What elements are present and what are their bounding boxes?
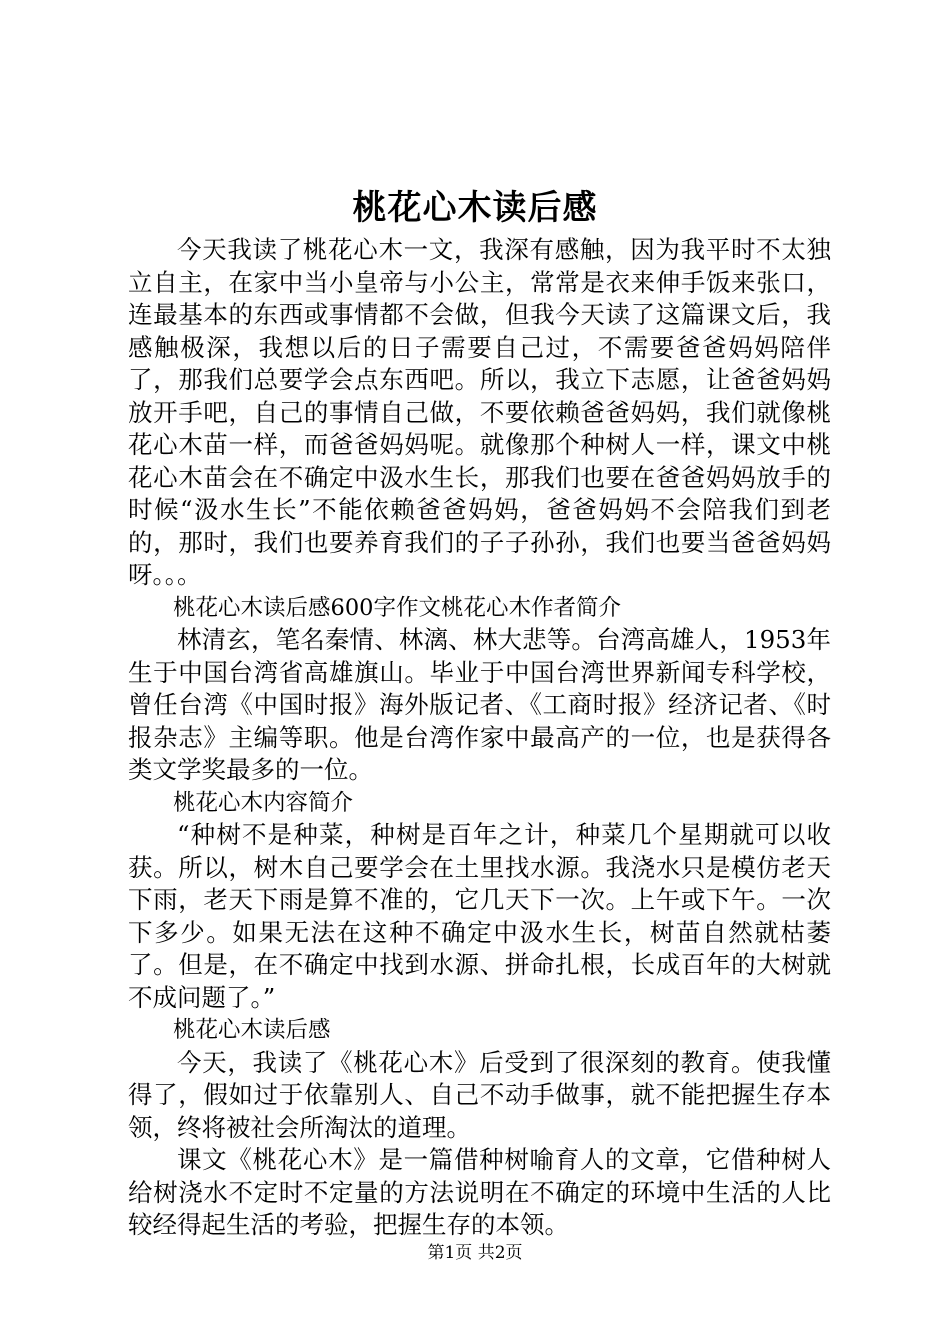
paragraph-author-bio: 林清玄，笔名秦情、林漓、林大悲等。台湾高雄人，1953年生于中国台湾省高雄旗山。毕业于中国台湾世界新闻专科学校，曾任台湾《中国时报》海外版记者、《工商时报》经济记者、《时报杂志》主编等职。他是台湾作家中最高产的一位，也是获得各类文学奖最多的一位。 — [128, 625, 831, 784]
section-heading-content-summary: 桃花心木内容简介 — [173, 789, 354, 816]
paragraph-reflection-1: 今天，我读了《桃花心木》后受到了很深刻的教育。使我懂得了，假如过于依靠别人、自己不动手做事，就不能把握生存本领，终将被社会所淘汰的道理。 — [128, 1047, 831, 1142]
section-heading-author-intro: 桃花心木读后感600字作文桃花心木作者简介 — [173, 594, 621, 621]
section-heading-reflection: 桃花心木读后感 — [173, 1017, 331, 1043]
paragraph-quote: “种树不是种菜，种树是百年之计，种菜几个星期就可以收获。所以，树木自己要学会在土里找水源。我浇水只是模仿老天下雨，老天下雨是算不准的，它几天下一次。上午或下午。一次下多少。如果无法在这种不确定中汲水生长，树苗自然就枯萎了。但是，在不确定中找到水源、拼命扎根，长成百年的大树就不成问题了。” — [128, 820, 831, 1012]
paragraph-reflection-2: 课文《桃花心木》是一篇借种树喻育人的文章，它借种树人给树浇水不定时不定量的方法说明在不确定的环境中生活的人比较经得起生活的考验，把握生存的本领。 — [128, 1145, 831, 1239]
document-title: 桃花心木读后感 — [352, 188, 598, 228]
paragraph-intro: 今天我读了桃花心木一文，我深有感触，因为我平时不太独立自主，在家中当小皇帝与小公主，常常是衣来伸手饭来张口，连最基本的东西或事情都不会做，但我今天读了这篇课文后，我感触极深，我想以后的日子需要自己过，不需要爸爸妈妈陪伴了，那我们总要学会点东西吧。所以，我立下志愿，让爸爸妈妈放开手吧，自己的事情自己做，不要依赖爸爸妈妈，我们就像桃花心木苗一样，而爸爸妈妈呢。就像那个种树人一样，课文中桃花心木苗会在不确定中汲水生长，那我们也要在爸爸妈妈放手的时候“汲水生长”不能依赖爸爸妈妈，爸爸妈妈不会陪我们到老的，那时，我们也要养育我们的子子孙孙，我们也要当爸爸妈妈呀。。。 — [128, 235, 831, 589]
page-number-footer: 第1页 共2页 — [427, 1243, 523, 1263]
document-body — [128, 234, 831, 1242]
